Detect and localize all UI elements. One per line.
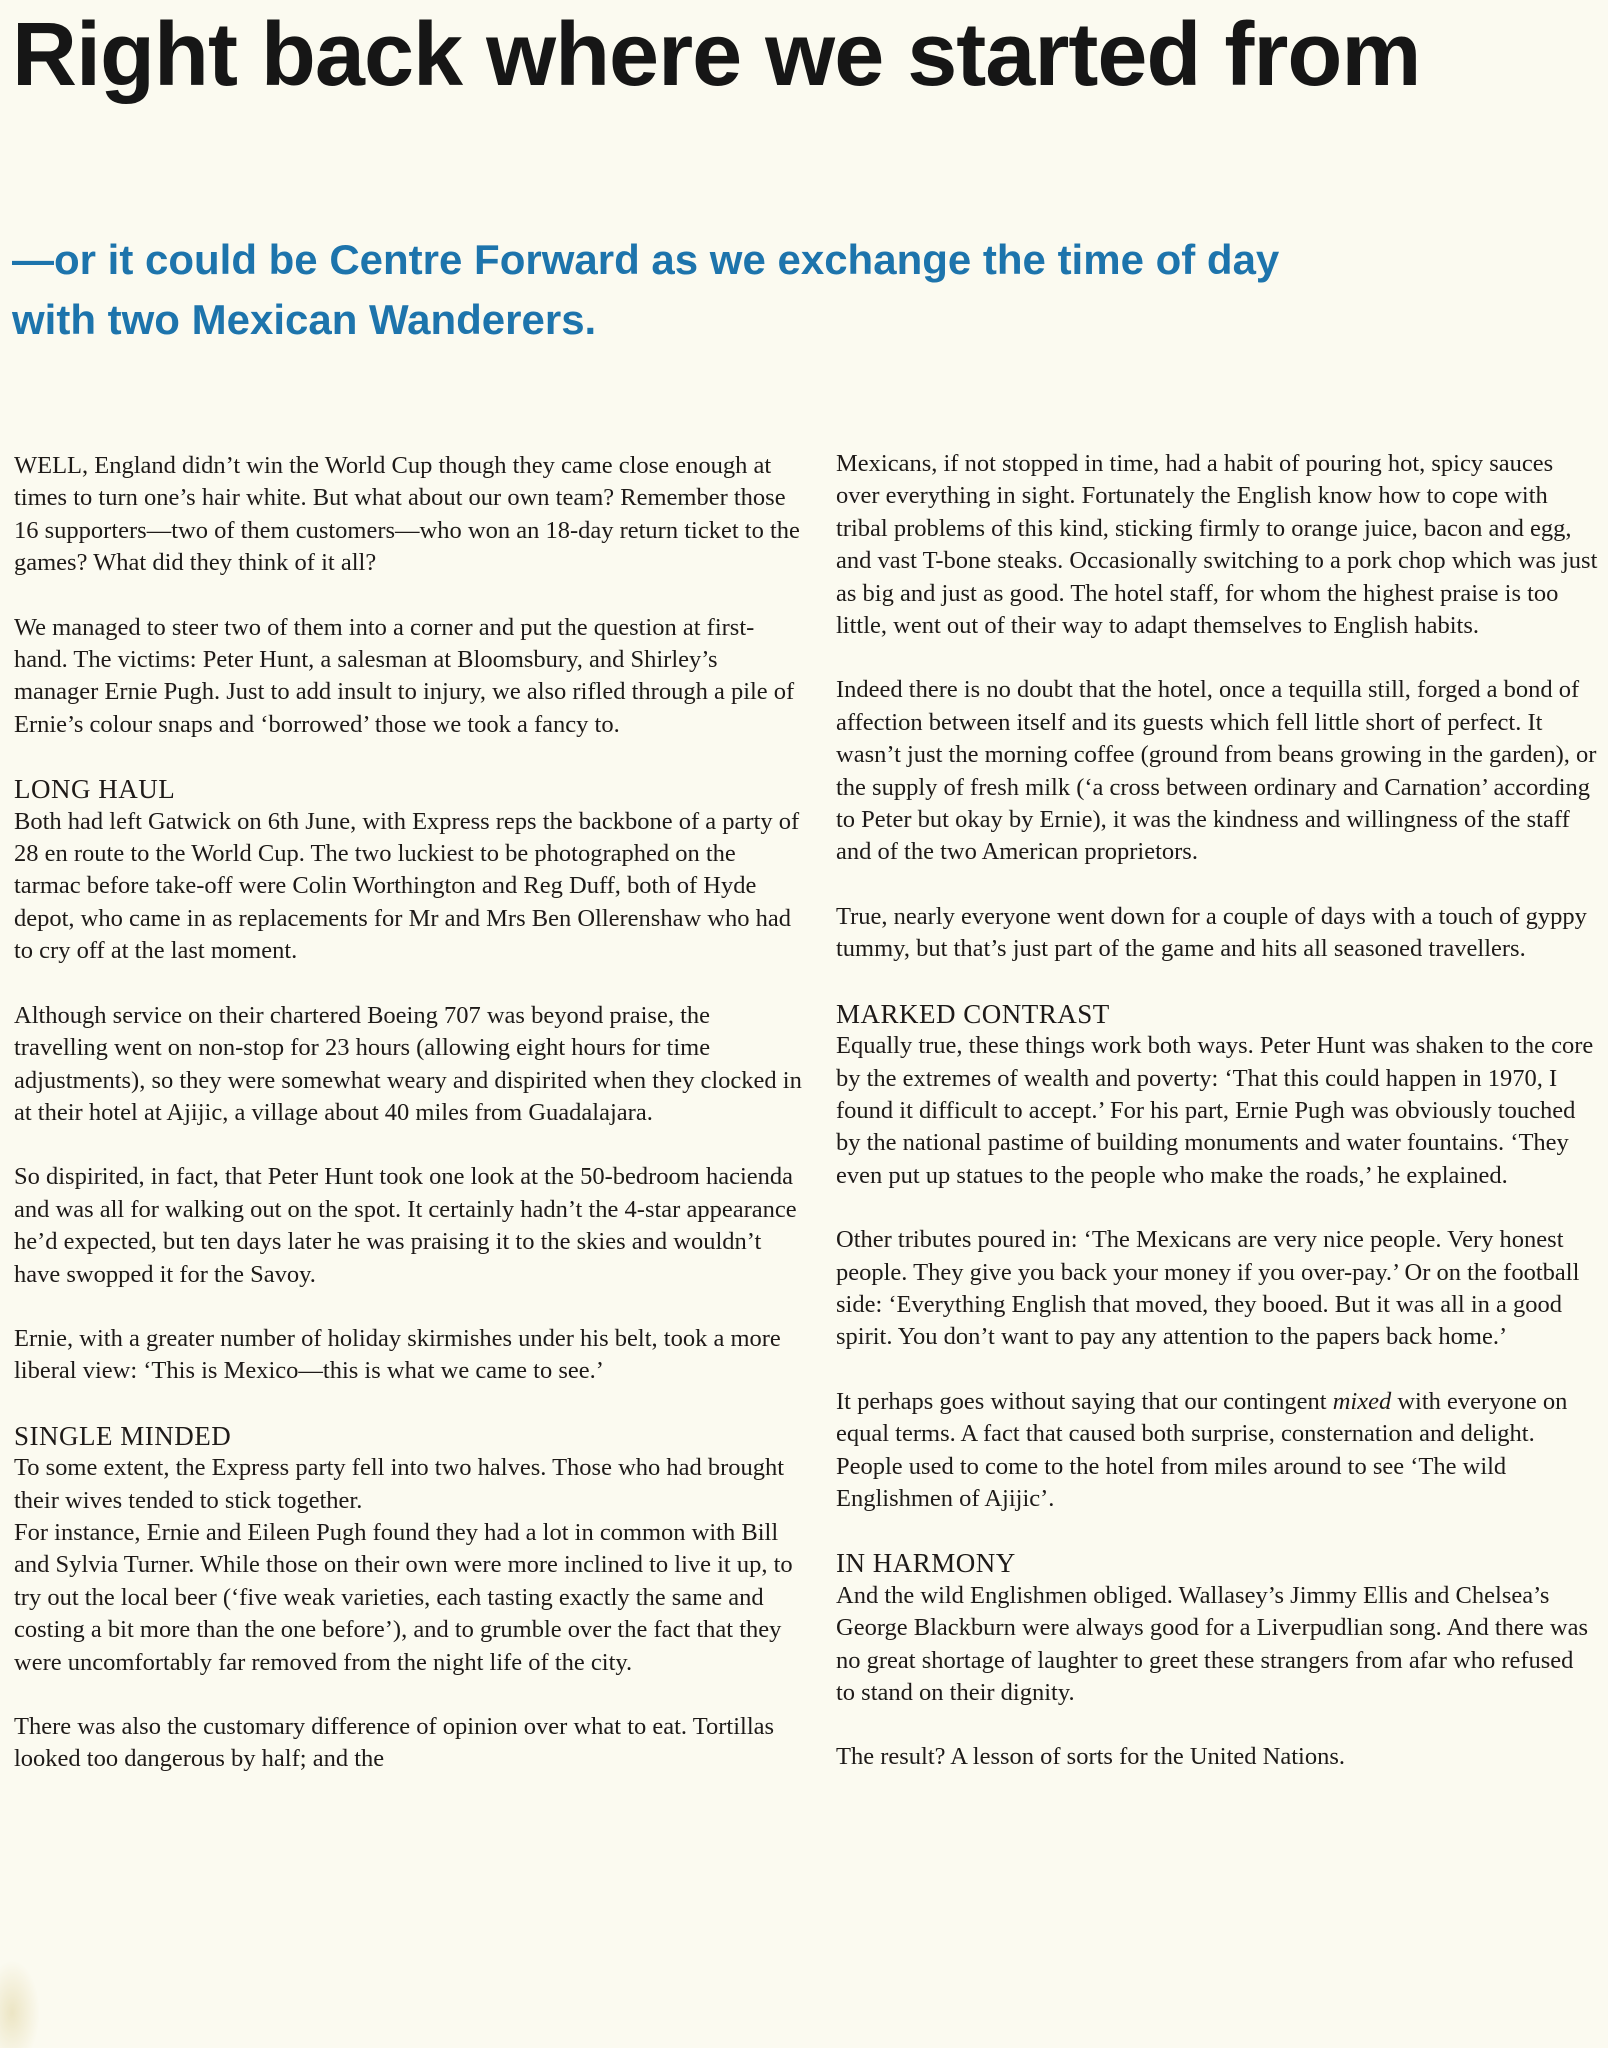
paragraph: Equally true, these things work both ways. Peter Hunt was shaken to the core by the extremes of wealth and poverty: ‘That this could happen in 1970, I found it difficult to accept.’ For his part, Ernie Pugh was obviously touched by the national pastime of building monuments and water fountains. ‘They even put up statues to the people who make the roads,’ he explained. <box>836 1032 1594 1189</box>
paragraph: To some extent, the Express party fell into two halves. Those who had brought their wives tended to stick together. <box>14 1454 785 1514</box>
paragraph: Ernie, with a greater number of holiday skirmishes under his belt, took a more liberal view: ‘This is Mexico—this is what we came to see.’ <box>14 1324 781 1385</box>
paragraph: And the wild Englishmen obliged. Wallasey’s Jimmy Ellis and Chelsea’s George Blackburn were always good for a Liverpudlian song. And there was no great shortage of laughter to greet these strangers from afar who refused to stand on their dignity. <box>836 1581 1589 1706</box>
paragraph: True, nearly everyone went down for a couple of days with a touch of gyppy tummy, but that’s just part of the game and hits all seasoned travellers. <box>836 902 1587 963</box>
subheading-single-minded: SINGLE MINDED <box>14 1420 232 1451</box>
article-column-left <box>14 450 804 1808</box>
article-column-right <box>836 448 1598 1806</box>
paragraph-text: It perhaps goes without saying that our contingent <box>836 1387 1333 1415</box>
italic-word: mixed <box>1332 1387 1392 1415</box>
paper-stain <box>0 1960 40 2048</box>
paragraph: Both had left Gatwick on 6th June, with Express reps the backbone of a party of 28 en route to the World Cup. The two luckiest to be photographed on the tarmac before take-off were Colin Worthington and Reg Duff, both of Hyde depot, who came in as replacements for Mr and Mrs Ben Ollerenshaw who had to cry off at the last moment. <box>14 807 800 965</box>
paragraph: So dispirited, in fact, that Peter Hunt took one look at the 50-bedroom hacienda and was all for walking out on the spot. It certainly hadn’t the 4-star appearance he’d expected, but ten days later he was praising it to the skies and wouldn’t have swopped it for the Savoy. <box>14 1163 797 1288</box>
paragraph: Other tributes poured in: ‘The Mexicans are very nice people. Very honest people. They give you back your money if you over-pay.’ Or on the football side: ‘Everything English that moved, they booed. But it was all in a good spirit. You don’t want to pay any attention to the papers back home.’ <box>836 1226 1580 1351</box>
standfirst: —or it could be Centre Forward as we exchange the time of day with two Mexican Wanderers. <box>12 236 1280 343</box>
subheading-in-harmony: IN HARMONY <box>836 1548 1016 1579</box>
paragraph <box>836 1386 1598 1516</box>
paragraph: Indeed there is no doubt that the hotel, once a tequilla still, forged a bond of affection between itself and its guests which fell little short of perfect. It wasn’t just the morning coffee (ground from beans growing in the garden), or the supply of fresh milk (‘a cross between ordinary and Carnation’ according to Peter but okay by Ernie), it was the kindness and willingness of the staff and of the two American proprietors. <box>836 676 1597 866</box>
paragraph: Mexicans, if not stopped in time, had a habit of pouring hot, spicy sauces over everything in sight. Fortunately the English know how to cope with tribal problems of this kind, sticking firmly to orange juice, bacon and egg, and vast T-bone steaks. Occasionally switching to a pork chop which was just as big and just as good. The hotel staff, for whom the highest praise is too little, went out of their way to adapt themselves to English habits. <box>836 450 1598 640</box>
paragraph: For instance, Ernie and Eileen Pugh found they had a lot in common with Bill and Sylvia Turner. While those on their own were more inclined to live it up, to try out the local beer (‘five weak varieties, each tasting exactly the same and costing a bit more than the one before’), and to grumble over the fact that they were uncomfortably far removed from the night life of the city. <box>14 1518 793 1676</box>
subheading-marked-contrast: MARKED CONTRAST <box>836 998 1110 1029</box>
paragraph: We managed to steer two of them into a corner and put the question at first-hand. The victims: Peter Hunt, a salesman at Bloomsbury, and Shirley’s manager Ernie Pugh. Just to add insult to injury, we also rifled through a pile of Ernie’s colour snaps and ‘borrowed’ those we took a fancy to. <box>14 613 795 738</box>
paragraph-text: with everyone on equal terms. A fact that caused both surprise, consternation and delight. People used to come to the hotel from miles around to see ‘The wild Englishmen of Ajijic’. <box>836 1387 1568 1512</box>
paragraph: There was also the customary difference of opinion over what to eat. Tortillas looked too dangerous by half; and the <box>14 1713 775 1773</box>
paragraph: WELL, England didn’t win the World Cup though they came close enough at times to turn one’s hair white. But what about our own team? Remember those 16 supporters—two of them customers—who won an 18-day return ticket to the games? What did they think of it all? <box>14 452 800 577</box>
paragraph: Although service on their chartered Boeing 707 was beyond praise, the travelling went on non-stop for 23 hours (allowing eight hours for time adjustments), so they were somewhat weary and dispirited when they clocked in at their hotel at Ajijic, a village about 40 miles from Guadalajara. <box>14 1001 802 1126</box>
subheading-long-haul: LONG HAUL <box>14 774 176 805</box>
headline: Right back where we started from <box>12 5 1421 105</box>
paragraph: The result? A lesson of sorts for the United Nations. <box>836 1743 1345 1771</box>
